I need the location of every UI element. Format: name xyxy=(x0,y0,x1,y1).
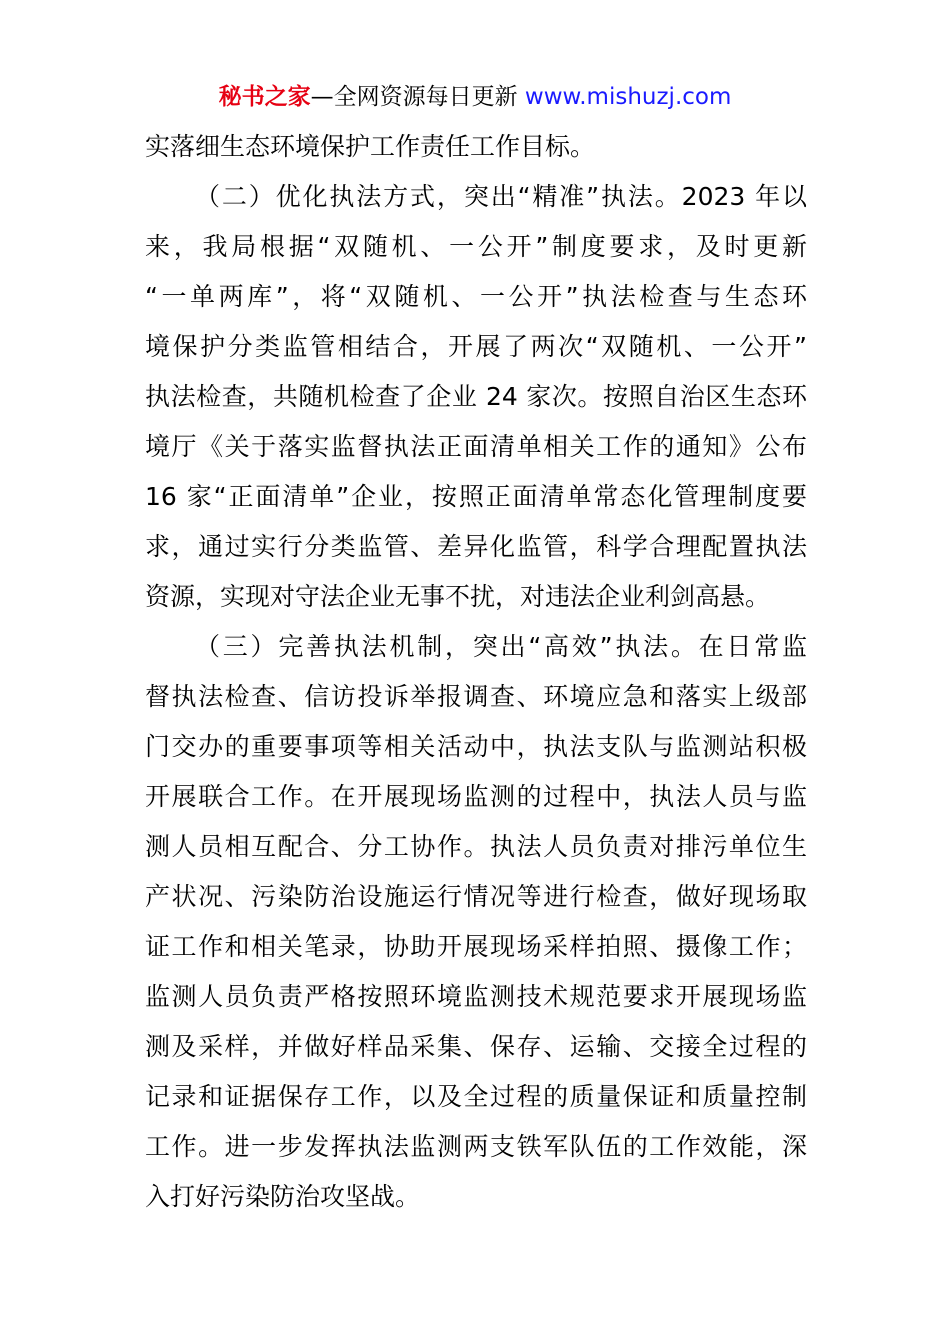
text-line: 测及采样，并做好样品采集、保存、运输、交接全过程的 xyxy=(145,1032,807,1061)
text-line: （三）完善执法机制，突出“高效”执法。在日常监 xyxy=(195,632,807,661)
text-line: 资源，实现对守法企业无事不扰，对违法企业利剑高悬。 xyxy=(145,582,771,611)
text-line: 求，通过实行分类监管、差异化监管，科学合理配置执法 xyxy=(145,532,807,561)
document-body xyxy=(145,122,807,1222)
text-line: 测人员相互配合、分工协作。执法人员负责对排污单位生 xyxy=(145,832,807,861)
text-line: “一单两库”，将“双随机、一公开”执法检查与生态环 xyxy=(145,282,807,311)
header-brand: 秘书之家 xyxy=(218,84,311,110)
text-line: 门交办的重要事项等相关活动中，执法支队与监测站积极 xyxy=(145,732,807,761)
text-line: 开展联合工作。在开展现场监测的过程中，执法人员与监 xyxy=(145,782,807,811)
text-line: 产状况、污染防治设施运行情况等进行检查，做好现场取 xyxy=(145,882,807,911)
text-line: 境厅《关于落实监督执法正面清单相关工作的通知》公布 xyxy=(145,432,807,461)
text-line: 来，我局根据“双随机、一公开”制度要求，及时更新 xyxy=(145,232,807,261)
text-line: 16 家“正面清单”企业，按照正面清单常态化管理制度要 xyxy=(145,482,807,511)
text-line: 监测人员负责严格按照环境监测技术规范要求开展现场监 xyxy=(145,982,807,1011)
text-line: 工作。进一步发挥执法监测两支铁军队伍的工作效能，深 xyxy=(145,1132,807,1161)
text-line: 证工作和相关笔录，协助开展现场采样拍照、摄像工作； xyxy=(145,932,807,961)
header-tagline: —全网资源每日更新 xyxy=(310,84,518,110)
text-line: 执法检查，共随机检查了企业 24 家次。按照自治区生态环 xyxy=(145,382,807,411)
page-header xyxy=(0,80,950,114)
text-line: 督执法检查、信访投诉举报调查、环境应急和落实上级部 xyxy=(145,682,807,711)
text-line: 入打好污染防治攻坚战。 xyxy=(145,1182,421,1211)
header-url-link[interactable]: www.mishuzj.com xyxy=(524,84,732,110)
text-line: 记录和证据保存工作，以及全过程的质量保证和质量控制 xyxy=(145,1082,807,1111)
text-line: 境保护分类监管相结合，开展了两次“双随机、一公开” xyxy=(145,332,807,361)
text-line: （二）优化执法方式，突出“精准”执法。2023 年以 xyxy=(195,182,807,211)
text-line: 实落细生态环境保护工作责任工作目标。 xyxy=(145,132,596,161)
